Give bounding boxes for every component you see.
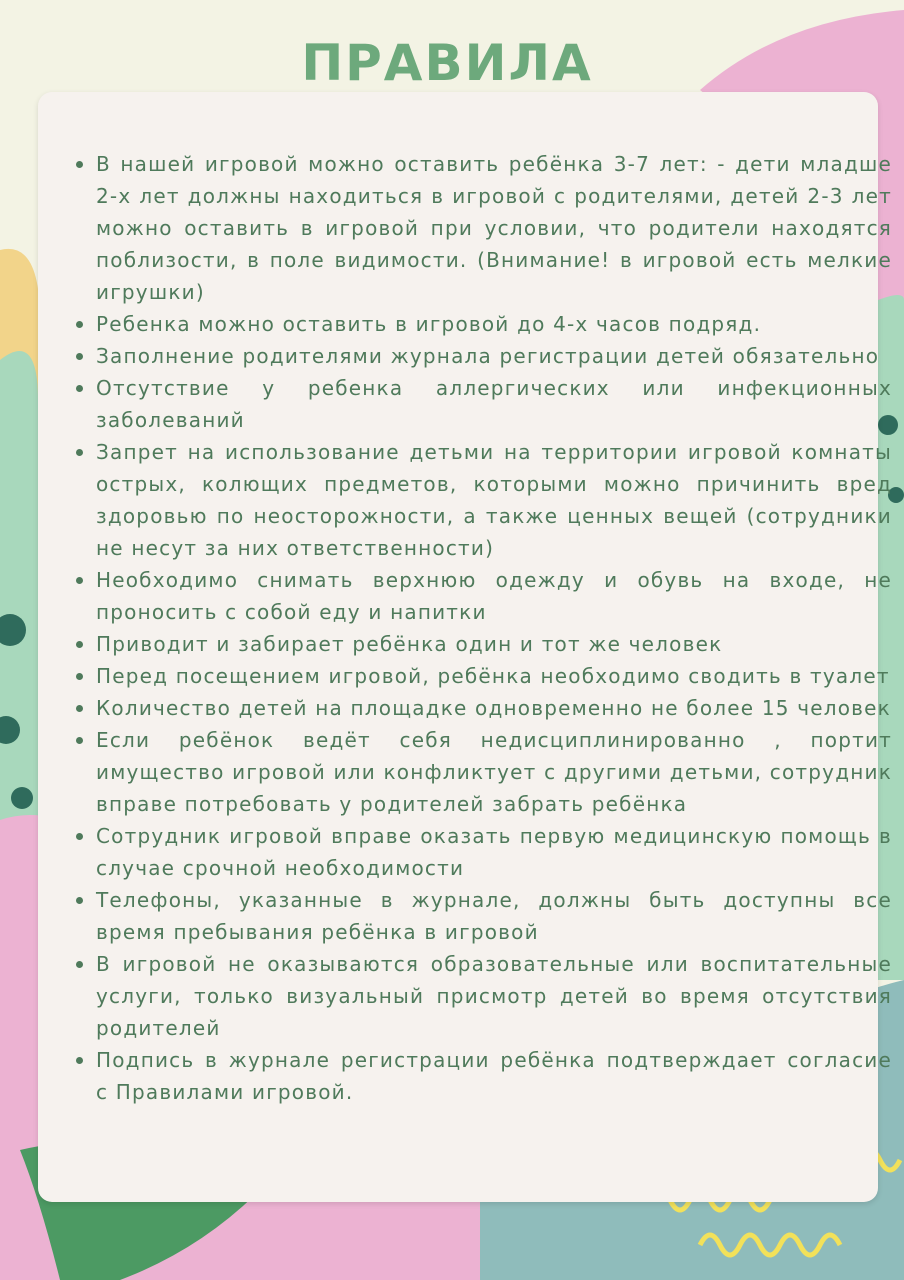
list-item: Подпись в журнале регистрации ребёнка подтверждает согласие с Правилами игровой. <box>96 1044 892 1108</box>
list-item: Сотрудник игровой вправе оказать первую медицинскую помощь в случае срочной необходимости <box>96 820 892 884</box>
list-item: Приводит и забирает ребёнка один и тот же человек <box>96 628 892 660</box>
list-item: Если ребёнок ведёт себя недисциплинированно , портит имущество игровой или конфликтует с другими детьми, сотрудник вправе потребовать у родителей забрать ребёнка <box>96 724 892 820</box>
list-item: Ребенка можно оставить в игровой до 4-х часов подряд. <box>96 308 892 340</box>
list-item: Перед посещением игровой, ребёнка необходимо сводить в туалет <box>96 660 892 692</box>
list-item: Количество детей на площадке одновременно не более 15 человек <box>96 692 892 724</box>
list-item: Необходимо снимать верхнюю одежду и обувь на входе, не проносить с собой еду и напитки <box>96 564 892 628</box>
list-item: Отсутствие у ребенка аллергических или инфекционных заболеваний <box>96 372 892 436</box>
list-item: Запрет на использование детьми на территории игровой комнаты острых, колющих предметов, которыми можно причинить вред здоровью по неосторожности, а также ценных вещей (сотрудники не несут за них ответственности) <box>96 436 892 564</box>
list-item: Заполнение родителями журнала регистрации детей обязательно <box>96 340 892 372</box>
list-item: Телефоны, указанные в журнале, должны быть доступны все время пребывания ребёнка в игровой <box>96 884 892 948</box>
list-item: В нашей игровой можно оставить ребёнка 3-7 лет: - дети младше 2-х лет должны находиться в игровой с родителями, детей 2-3 лет можно оставить в игровой при условии, что родители находятся поблизости, в поле видимости. (Внимание! в игровой есть мелкие игрушки) <box>96 148 892 308</box>
rules-list <box>58 148 892 1108</box>
list-item: В игровой не оказываются образовательные или воспитательные услуги, только визуальный присмотр детей во время отсутствия родителей <box>96 948 892 1044</box>
page-title: ПРАВИЛА <box>301 34 593 92</box>
